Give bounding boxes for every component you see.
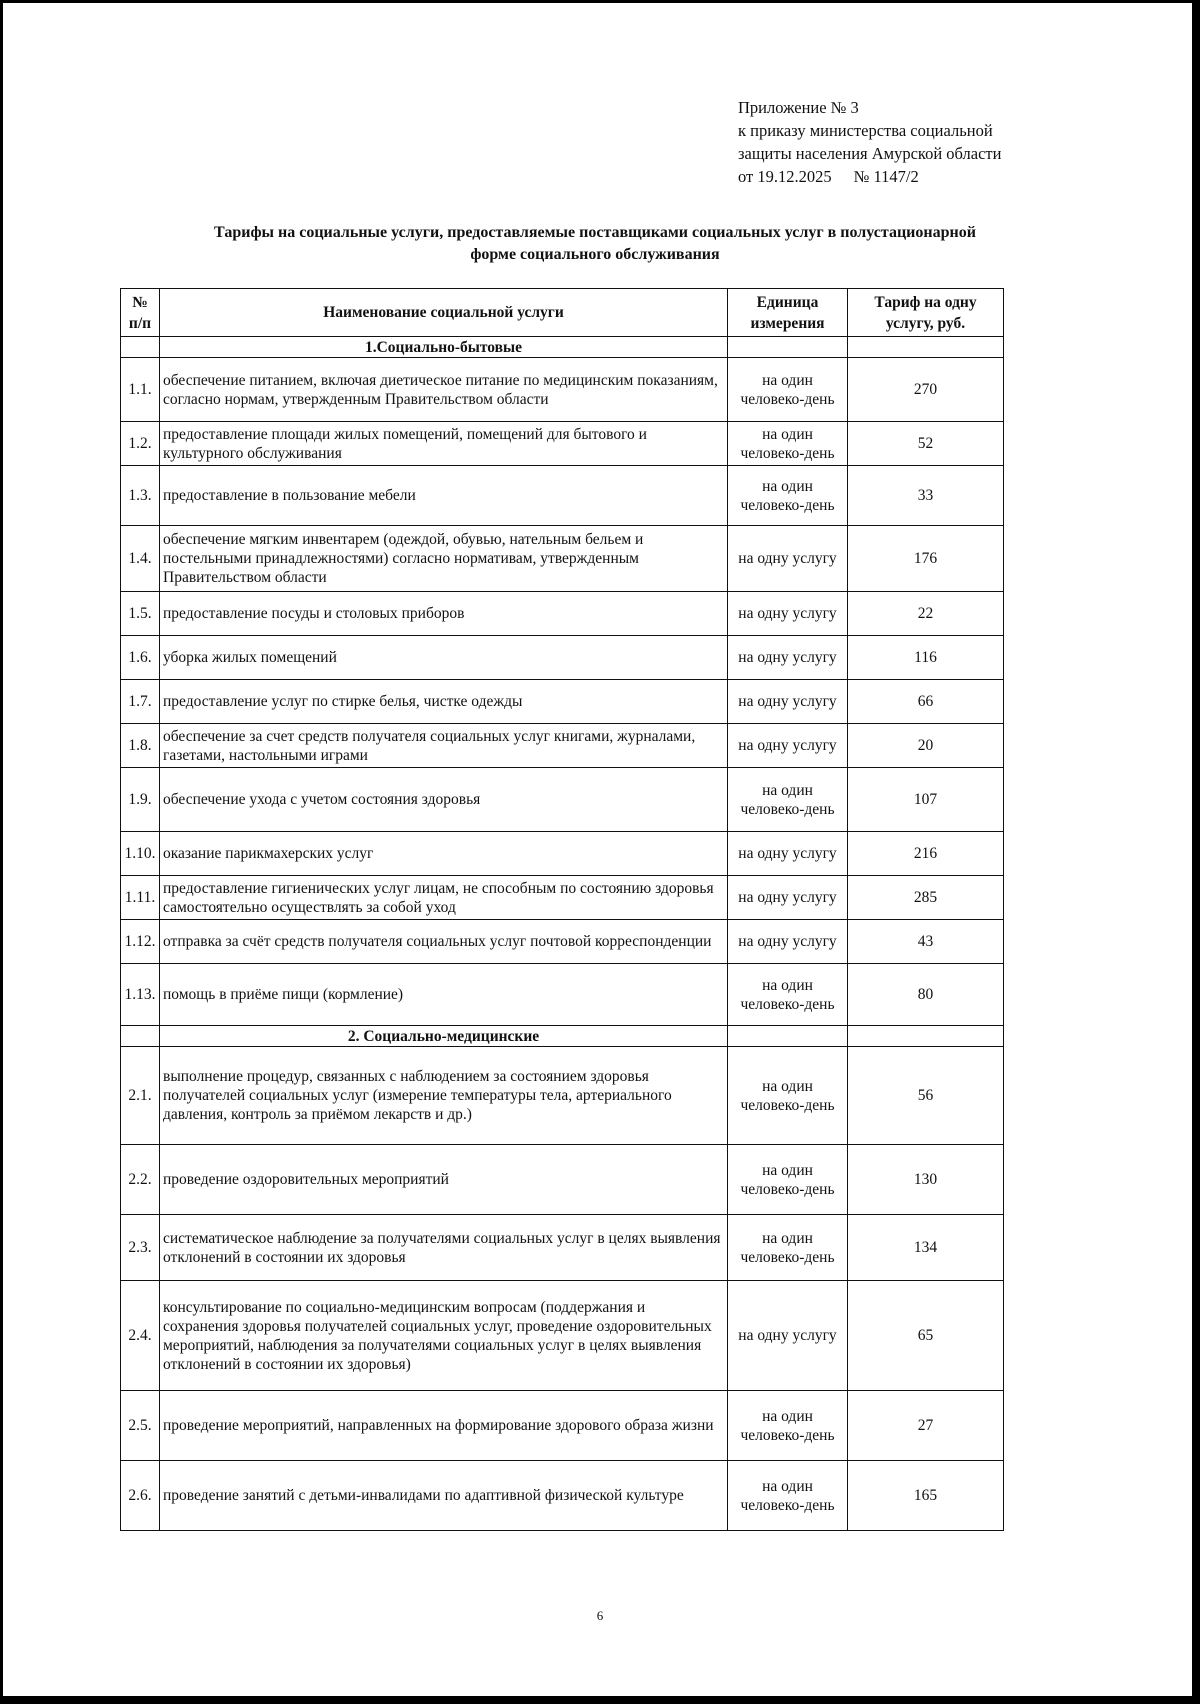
row-unit: на одну услугу (728, 1281, 848, 1391)
table-header-row (121, 289, 1004, 337)
section-tariff (848, 337, 1004, 358)
table-row (121, 1281, 1004, 1391)
row-num: 1.7. (121, 680, 160, 724)
document-title-line: форме социального обслуживания (470, 246, 720, 263)
row-service-name: предоставление посуды и столовых приборов (160, 592, 728, 636)
row-num: 1.9. (121, 768, 160, 832)
row-service-name: предоставление в пользование мебели (160, 466, 728, 526)
row-num: 2.5. (121, 1391, 160, 1461)
appendix-line: Приложение № 3 (738, 98, 859, 117)
row-tariff: 270 (848, 358, 1004, 422)
appendix-date-line (738, 165, 1001, 188)
table-row (121, 422, 1004, 466)
row-tariff: 22 (848, 592, 1004, 636)
row-num: 1.3. (121, 466, 160, 526)
section-title: 2. Социально-медицинские (160, 1026, 728, 1047)
section-tariff (848, 1026, 1004, 1047)
row-service-name: оказание парикмахерских услуг (160, 832, 728, 876)
section-row (121, 1026, 1004, 1047)
table-row (121, 1215, 1004, 1281)
row-service-name: отправка за счёт средств получателя социальных услуг почтовой корреспонденции (160, 920, 728, 964)
row-tariff: 285 (848, 876, 1004, 920)
row-service-name: проведение занятий с детьми-инвалидами по адаптивной физической культуре (160, 1461, 728, 1531)
scan-edge-bottom (0, 1696, 1200, 1704)
row-unit: на один человеко-день (728, 1047, 848, 1145)
row-service-name: уборка жилых помещений (160, 636, 728, 680)
table-row (121, 1461, 1004, 1531)
tariffs-table (120, 288, 1004, 1531)
row-unit: на одну услугу (728, 832, 848, 876)
table-row (121, 768, 1004, 832)
row-num: 2.2. (121, 1145, 160, 1215)
section-num (121, 1026, 160, 1047)
row-num: 1.8. (121, 724, 160, 768)
table-row (121, 1391, 1004, 1461)
header-unit: Единица измерения (728, 289, 848, 337)
row-service-name: обеспечение ухода с учетом состояния здоровья (160, 768, 728, 832)
row-unit: на один человеко-день (728, 768, 848, 832)
row-service-name: предоставление гигиенических услуг лицам, не способным по состоянию здоровья самостоятельно осуществлять за собой уход (160, 876, 728, 920)
row-service-name: обеспечение мягким инвентарем (одеждой, обувью, нательным бельем и постельными принадлежностями) согласно нормативам, утвержденным Правительством области (160, 526, 728, 592)
row-service-name: помощь в приёме пищи (кормление) (160, 964, 728, 1026)
row-unit: на одну услугу (728, 592, 848, 636)
document-title (120, 222, 1070, 266)
table-row (121, 724, 1004, 768)
row-num: 1.6. (121, 636, 160, 680)
row-num: 1.12. (121, 920, 160, 964)
row-num: 1.5. (121, 592, 160, 636)
table-row (121, 1145, 1004, 1215)
scan-edge-top (0, 0, 1200, 3)
order-number: № 1147/2 (853, 167, 919, 186)
row-tariff: 33 (848, 466, 1004, 526)
page-number: 6 (596, 1608, 604, 1623)
row-tariff: 165 (848, 1461, 1004, 1531)
row-unit: на один человеко-день (728, 1391, 848, 1461)
section-num (121, 337, 160, 358)
row-unit: на одну услугу (728, 526, 848, 592)
row-tariff: 130 (848, 1145, 1004, 1215)
row-tariff: 20 (848, 724, 1004, 768)
row-service-name: обеспечение питанием, включая диетическое питание по медицинским показаниям, согласно нормам, утвержденным Правительством области (160, 358, 728, 422)
row-unit: на одну услугу (728, 876, 848, 920)
row-service-name: проведение оздоровительных мероприятий (160, 1145, 728, 1215)
table-row (121, 592, 1004, 636)
row-tariff: 134 (848, 1215, 1004, 1281)
row-unit: на один человеко-день (728, 1215, 848, 1281)
row-num: 2.1. (121, 1047, 160, 1145)
table-row (121, 964, 1004, 1026)
row-service-name: систематическое наблюдение за получателями социальных услуг в целях выявления отклонений в состоянии их здоровья (160, 1215, 728, 1281)
table-row (121, 832, 1004, 876)
row-tariff: 27 (848, 1391, 1004, 1461)
row-unit: на один человеко-день (728, 1461, 848, 1531)
row-num: 2.4. (121, 1281, 160, 1391)
table-row (121, 920, 1004, 964)
row-tariff: 80 (848, 964, 1004, 1026)
table-row (121, 1047, 1004, 1145)
table-row (121, 680, 1004, 724)
row-num: 1.2. (121, 422, 160, 466)
order-date: от 19.12.2025 (738, 167, 832, 186)
row-service-name: консультирование по социально-медицинским вопросам (поддержания и сохранения здоровья получателей социальных услуг, проведение оздоровительных мероприятий, наблюдения за получателями социальных услуг в целях выявления отклонений в состоянии их здоровья) (160, 1281, 728, 1391)
row-service-name: обеспечение за счет средств получателя социальных услуг книгами, журналами, газетами, настольными играми (160, 724, 728, 768)
row-unit: на один человеко-день (728, 358, 848, 422)
table-row (121, 876, 1004, 920)
row-num: 2.3. (121, 1215, 160, 1281)
row-num: 1.13. (121, 964, 160, 1026)
section-title: 1.Социально-бытовые (160, 337, 728, 358)
row-unit: на одну услугу (728, 636, 848, 680)
section-row (121, 337, 1004, 358)
header-name: Наименование социальной услуги (160, 289, 728, 337)
row-tariff: 116 (848, 636, 1004, 680)
scan-edge-left (0, 0, 3, 1704)
scan-edge-right (1192, 0, 1200, 1704)
row-unit: на один человеко-день (728, 964, 848, 1026)
header-tariff: Тариф на одну услугу, руб. (848, 289, 1004, 337)
row-tariff: 52 (848, 422, 1004, 466)
row-num: 1.4. (121, 526, 160, 592)
document-title-line: Тарифы на социальные услуги, предоставляемые поставщиками социальных услуг в полустационарной (214, 224, 976, 241)
row-tariff: 176 (848, 526, 1004, 592)
row-num: 1.1. (121, 358, 160, 422)
row-service-name: предоставление площади жилых помещений, помещений для бытового и культурного обслуживания (160, 422, 728, 466)
row-num: 1.11. (121, 876, 160, 920)
row-unit: на одну услугу (728, 680, 848, 724)
row-tariff: 65 (848, 1281, 1004, 1391)
row-unit: на один человеко-день (728, 466, 848, 526)
appendix-line: к приказу министерства социальной (738, 121, 993, 140)
appendix-note (738, 96, 1001, 188)
row-service-name: предоставление услуг по стирке белья, чистке одежды (160, 680, 728, 724)
table-row (121, 466, 1004, 526)
table-row (121, 636, 1004, 680)
table-row (121, 358, 1004, 422)
row-tariff: 216 (848, 832, 1004, 876)
table-row (121, 526, 1004, 592)
row-unit: на один человеко-день (728, 422, 848, 466)
row-tariff: 43 (848, 920, 1004, 964)
appendix-line: защиты населения Амурской области (738, 144, 1002, 163)
section-unit (728, 1026, 848, 1047)
row-unit: на один человеко-день (728, 1145, 848, 1215)
row-num: 1.10. (121, 832, 160, 876)
row-unit: на одну услугу (728, 724, 848, 768)
section-unit (728, 337, 848, 358)
row-num: 2.6. (121, 1461, 160, 1531)
row-tariff: 56 (848, 1047, 1004, 1145)
row-unit: на одну услугу (728, 920, 848, 964)
row-tariff: 107 (848, 768, 1004, 832)
row-service-name: выполнение процедур, связанных с наблюдением за состоянием здоровья получателей социальных услуг (измерение температуры тела, артериального давления, контроль за приёмом лекарств и др.) (160, 1047, 728, 1145)
header-num: № п/п (121, 289, 160, 337)
row-service-name: проведение мероприятий, направленных на формирование здорового образа жизни (160, 1391, 728, 1461)
row-tariff: 66 (848, 680, 1004, 724)
